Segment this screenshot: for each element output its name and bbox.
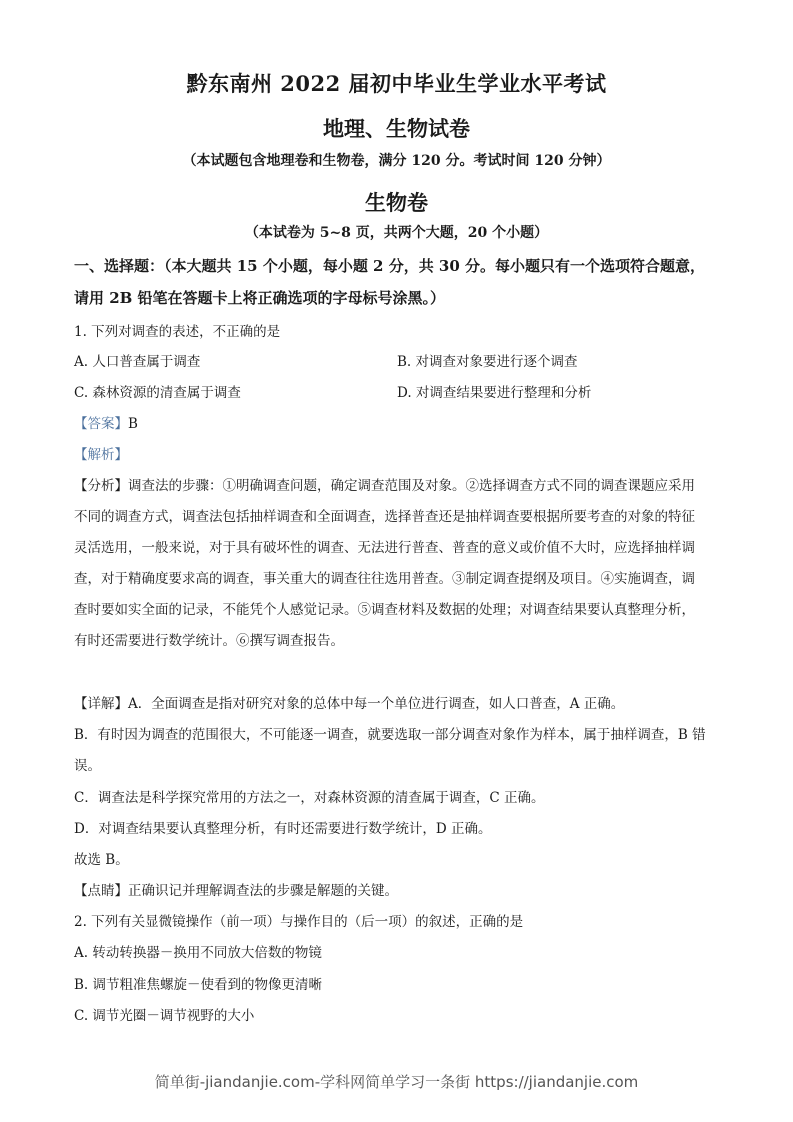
part1-instruction-line1: 一、选择题：（本大题共 15 个小题，每小题 2 分，共 30 分。每小题只有一个选项符合题意， — [74, 257, 706, 275]
detail-line: D．对调查结果要认真整理分析，有时还需要进行数学统计，D 正确。 — [74, 821, 492, 837]
q1-option-a: A. 人口普查属于调查 — [74, 354, 201, 370]
detail-line: B．有时因为调查的范围很大，不可能逐一调查，就要选取一部分调查对象作为样本，属于抽样调查，B 错 — [74, 727, 706, 743]
q2-option-c: C. 调节光圈－调节视野的大小 — [74, 1008, 255, 1024]
watermark-footer: 简单街-jiandanjie.com-学科网简单学习一条街 https://jiandanjie.com — [154, 1073, 639, 1091]
exam-note: （本试题包含地理卷和生物卷，满分 120 分。考试时间 120 分钟） — [182, 153, 611, 169]
detail-line: 故选 B。 — [74, 852, 129, 868]
analysis-line: 查时要如实全面的记录，不能凭个人感觉记录。⑤调查材料及数据的处理；对调查结果要认真整理分析， — [74, 602, 695, 618]
analysis-line: 不同的调查方式，调查法包括抽样调查和全面调查，选择普查还是抽样调查要根据所要考查的对象的特征 — [74, 509, 695, 525]
q1-option-b: B. 对调查对象要进行逐个调查 — [397, 354, 578, 370]
q1-option-c: C. 森林资源的清查属于调查 — [74, 385, 241, 401]
q1-option-d: D. 对调查结果要进行整理和分析 — [397, 385, 592, 401]
detail-line: 误。 — [74, 758, 101, 774]
analysis-line: 查，对于精确度要求高的调查，事关重大的调查往往选用普查。③制定调查提纲及项目。④实施调查，调 — [74, 571, 695, 587]
detail-line: 【详解】A．全面调查是指对研究对象的总体中每一个单位进行调查，如人口普查，A 正确。 — [74, 696, 625, 712]
answer-value: B — [128, 416, 138, 432]
answer-label: 【答案】 — [74, 416, 128, 432]
section-note: （本试卷为 5~8 页，共两个大题，20 个小题） — [244, 225, 549, 241]
analysis-line: 【分析】调查法的步骤：①明确调查问题，确定调查范围及对象。②选择调查方式不同的调查课题应采用 — [74, 478, 695, 494]
section-title: 生物卷 — [365, 190, 428, 215]
part1-instruction-line2: 请用 2B 铅笔在答题卡上将正确选项的字母标号涂黑。） — [74, 289, 446, 307]
analysis-label: 【解析】 — [74, 447, 128, 463]
q1-stem: 1. 下列对调查的表述，不正确的是 — [74, 324, 281, 340]
exam-subtitle: 地理、生物试卷 — [323, 116, 470, 141]
q2-stem: 2. 下列有关显微镜操作（前一项）与操作目的（后一项）的叙述，正确的是 — [74, 914, 524, 930]
analysis-line: 有时还需要进行数学统计。⑥撰写调查报告。 — [74, 633, 344, 649]
q2-option-a: A. 转动转换器－换用不同放大倍数的物镜 — [74, 945, 322, 961]
detail-line: C．调查法是科学探究常用的方法之一，对森林资源的清查属于调查，C 正确。 — [74, 790, 545, 806]
comment-line: 【点睛】正确识记并理解调查法的步骤是解题的关键。 — [74, 883, 398, 899]
analysis-line: 灵活选用，一般来说，对于具有破坏性的调查、无法进行普查、普查的意义或价值不大时，应选择抽样调 — [74, 540, 695, 556]
q2-option-b: B. 调节粗准焦螺旋－使看到的物像更清晰 — [74, 977, 323, 993]
q1-answer — [74, 412, 138, 432]
exam-title: 黔东南州 2022 届初中毕业生学业水平考试 — [186, 71, 607, 96]
